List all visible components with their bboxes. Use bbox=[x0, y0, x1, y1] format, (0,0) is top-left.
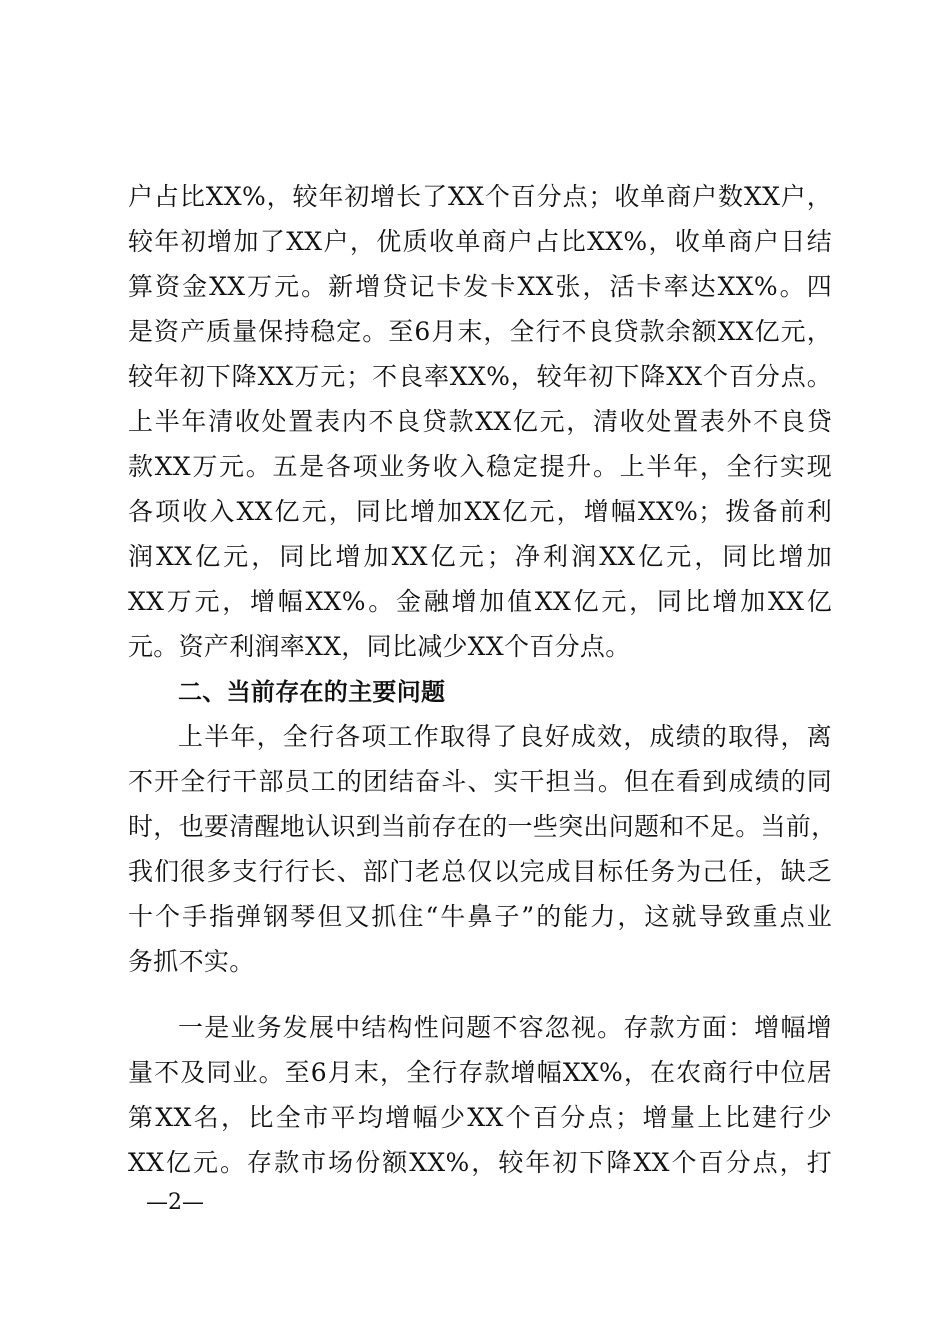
text-line: 第XX名，比全市平均增幅少XX个百分点；增量上比建行少 bbox=[128, 1103, 832, 1132]
text-line: 算资金XX万元。新增贷记卡发卡XX张，活卡率达XX%。四 bbox=[128, 272, 832, 301]
section-heading: 二、当前存在的主要问题 bbox=[178, 678, 446, 706]
text-line: 上半年，全行各项工作取得了良好成效，成绩的取得，离 bbox=[178, 722, 832, 751]
text-line: 上半年清收处置表内不良贷款XX亿元，清收处置表外不良贷 bbox=[128, 407, 832, 436]
page-number: —2— bbox=[146, 1190, 204, 1215]
text-line: XX亿元。存款市场份额XX%，较年初下降XX个百分点，打 bbox=[128, 1148, 832, 1177]
text-line: 户占比XX%，较年初增长了XX个百分点；收单商户数XX户， bbox=[128, 182, 832, 211]
text-line: 各项收入XX亿元，同比增加XX亿元，增幅XX%；拨备前利 bbox=[128, 497, 832, 526]
text-line: XX万元，增幅XX%。金融增加值XX亿元，同比增加XX亿 bbox=[128, 587, 832, 616]
text-line: 我们很多支行行长、部门老总仅以完成目标任务为己任，缺乏 bbox=[128, 857, 832, 886]
text-line: 是资产质量保持稳定。至6月末，全行不良贷款余额XX亿元， bbox=[128, 317, 832, 346]
text-line: 一是业务发展中结构性问题不容忽视。存款方面：增幅增 bbox=[178, 1013, 832, 1042]
text-line: 务抓不实。 bbox=[128, 947, 255, 976]
text-line: 时，也要清醒地认识到当前存在的一些突出问题和不足。当前， bbox=[128, 812, 837, 841]
text-line: 十个手指弹钢琴但又抓住“牛鼻子”的能力，这就导致重点业 bbox=[128, 902, 832, 931]
text-line: 款XX万元。五是各项业务收入稳定提升。上半年，全行实现 bbox=[128, 452, 832, 481]
text-line: 较年初增加了XX户，优质收单商户占比XX%，收单商户日结 bbox=[128, 227, 832, 256]
text-line: 不开全行干部员工的团结奋斗、实干担当。但在看到成绩的同 bbox=[128, 767, 832, 796]
text-line: 元。资产利润率XX，同比减少XX个百分点。 bbox=[128, 632, 631, 661]
text-line: 量不及同业。至6月末，全行存款增幅XX%，在农商行中位居 bbox=[128, 1058, 832, 1087]
text-line: 较年初下降XX万元；不良率XX%，较年初下降XX个百分点。 bbox=[128, 362, 832, 391]
text-line: 润XX亿元，同比增加XX亿元；净利润XX亿元，同比增加 bbox=[128, 542, 832, 571]
